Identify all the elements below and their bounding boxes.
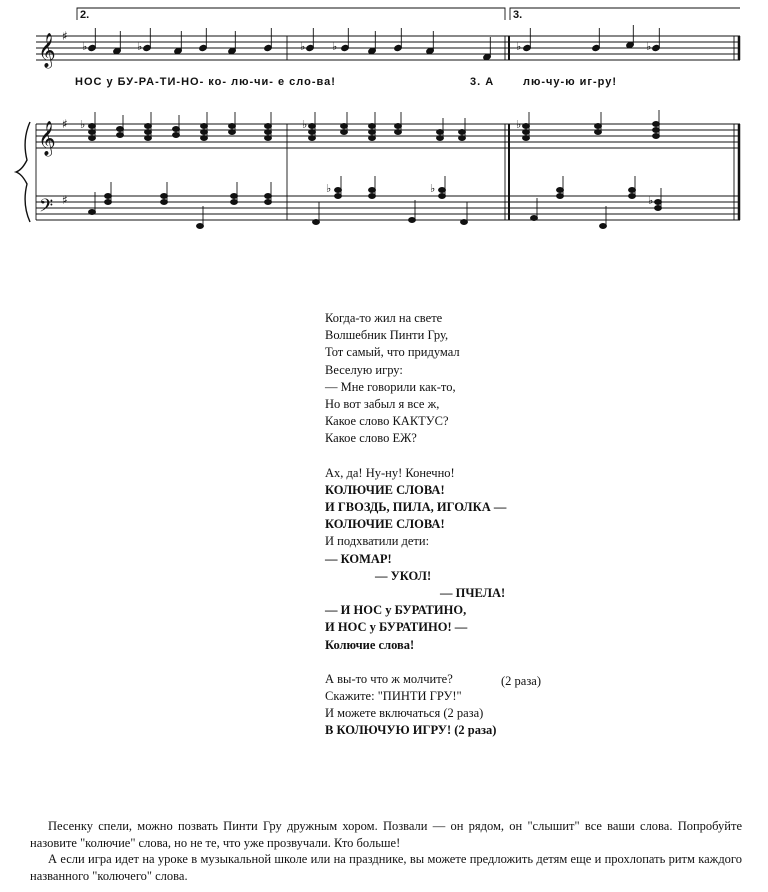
flat-signs — [80, 40, 653, 207]
poem-line: И подхватили дети: — [325, 534, 430, 549]
svg-text:♭: ♭ — [80, 118, 86, 131]
poem-line: — КОМАР! — [325, 551, 392, 566]
ending-bracket-2 — [77, 8, 505, 20]
svg-text:♭: ♭ — [300, 40, 306, 53]
svg-text:♭: ♭ — [646, 40, 652, 53]
poem-line: — ПЧЕЛА! — [440, 586, 506, 601]
music-score — [0, 0, 768, 240]
instructions-paragraph: Песенку спели, можно позвать Пинти Гру дружным хором. Позвали — он рядом, он "слышит" все ваши слова. Попробуйте назовите "колючие" слова, но не те, что уже прозвучали. Кто больше! — [30, 819, 742, 850]
poem-stanza — [325, 465, 625, 654]
poem-line: КОЛЮЧИЕ СЛОВА! — [325, 482, 445, 497]
svg-text:♭: ♭ — [332, 40, 338, 53]
svg-text:♭: ♭ — [516, 118, 522, 131]
instructions-paragraph: А если игра идет на уроке в музыкальной школе или на празднике, вы можете предложить детям еще и прохлопать ритм каждого названного "колючего" слова. — [30, 852, 742, 883]
poem-line: КОЛЮЧИЕ СЛОВА! — [325, 517, 445, 532]
ending-bracket-3 — [510, 8, 740, 20]
lyrics-segment: лю-чу-ю иг-ру! — [523, 76, 618, 88]
ending-label-2: 2. — [80, 9, 90, 21]
poem-line: Колючие слова! — [325, 637, 415, 652]
poem-line: Но вот забыл я все ж, — [325, 397, 440, 412]
poem-line: И НОС у БУРАТИНО! — — [325, 620, 468, 635]
poem-line: В КОЛЮЧУЮ ИГРУ! (2 раза) — [325, 723, 497, 738]
lyrics-segment: 3. А — [470, 76, 495, 88]
poem-line: Когда-то жил на свете — [325, 311, 443, 325]
poem-line: — УКОЛ! — [375, 568, 432, 583]
poem-stanza — [325, 310, 625, 448]
svg-text:♭: ♭ — [648, 194, 654, 207]
svg-text:♯: ♯ — [62, 193, 68, 207]
poem-line: Волшебник Пинти Гру, — [325, 328, 449, 343]
svg-text:♭: ♭ — [516, 40, 522, 53]
poem-line: А вы-то что ж молчите? (2 раза) — [325, 671, 625, 688]
svg-text:♯: ♯ — [62, 29, 68, 43]
poem-line: И можете включаться (2 раза) — [325, 706, 484, 721]
bass-clef-icon: 𝄢 — [39, 196, 54, 221]
song-lyrics-text — [325, 310, 625, 757]
treble-clef-icon: 𝄞 — [38, 33, 56, 68]
piano-bass-staff — [36, 196, 740, 220]
svg-text:♭: ♭ — [302, 118, 308, 131]
poem-line: — Мне говорили как-то, — [325, 379, 456, 394]
poem-line: Скажите: "ПИНТИ ГРУ!" — [325, 689, 462, 704]
poem-line: Какое слово КАКТУС? — [325, 414, 449, 429]
repeat-note: (2 раза) — [501, 673, 541, 688]
piano-treble-staff — [36, 124, 740, 148]
svg-text:♭: ♭ — [430, 182, 436, 195]
piano-brace — [16, 122, 30, 222]
poem-line: И ГВОЗДЬ, ПИЛА, ИГОЛКА — — [325, 500, 507, 515]
poem-stanza — [325, 671, 625, 740]
poem-line: Тот самый, что придумал — [325, 345, 460, 360]
poem-line: Какое слово ЕЖ? — [325, 431, 417, 446]
poem-line: — И НОС у БУРАТИНО, — [325, 603, 467, 618]
svg-text:♯: ♯ — [62, 117, 68, 131]
poem-line: Веселую игру: — [325, 362, 403, 377]
svg-text:♭: ♭ — [82, 40, 88, 53]
svg-text:♭: ♭ — [326, 182, 332, 195]
svg-text:♭: ♭ — [137, 40, 143, 53]
voice-notes — [88, 25, 661, 61]
poem-line: Ах, да! Ну-ну! Конечно! — [325, 465, 455, 480]
treble-clef-icon: 𝄞 — [38, 121, 56, 156]
ending-label-3: 3. — [513, 9, 523, 21]
instructions-text — [30, 818, 742, 884]
lyrics-segment: НОС у БУ-РА-ТИ-НО- ко- лю-чи- е сло-ва! — [75, 76, 336, 88]
